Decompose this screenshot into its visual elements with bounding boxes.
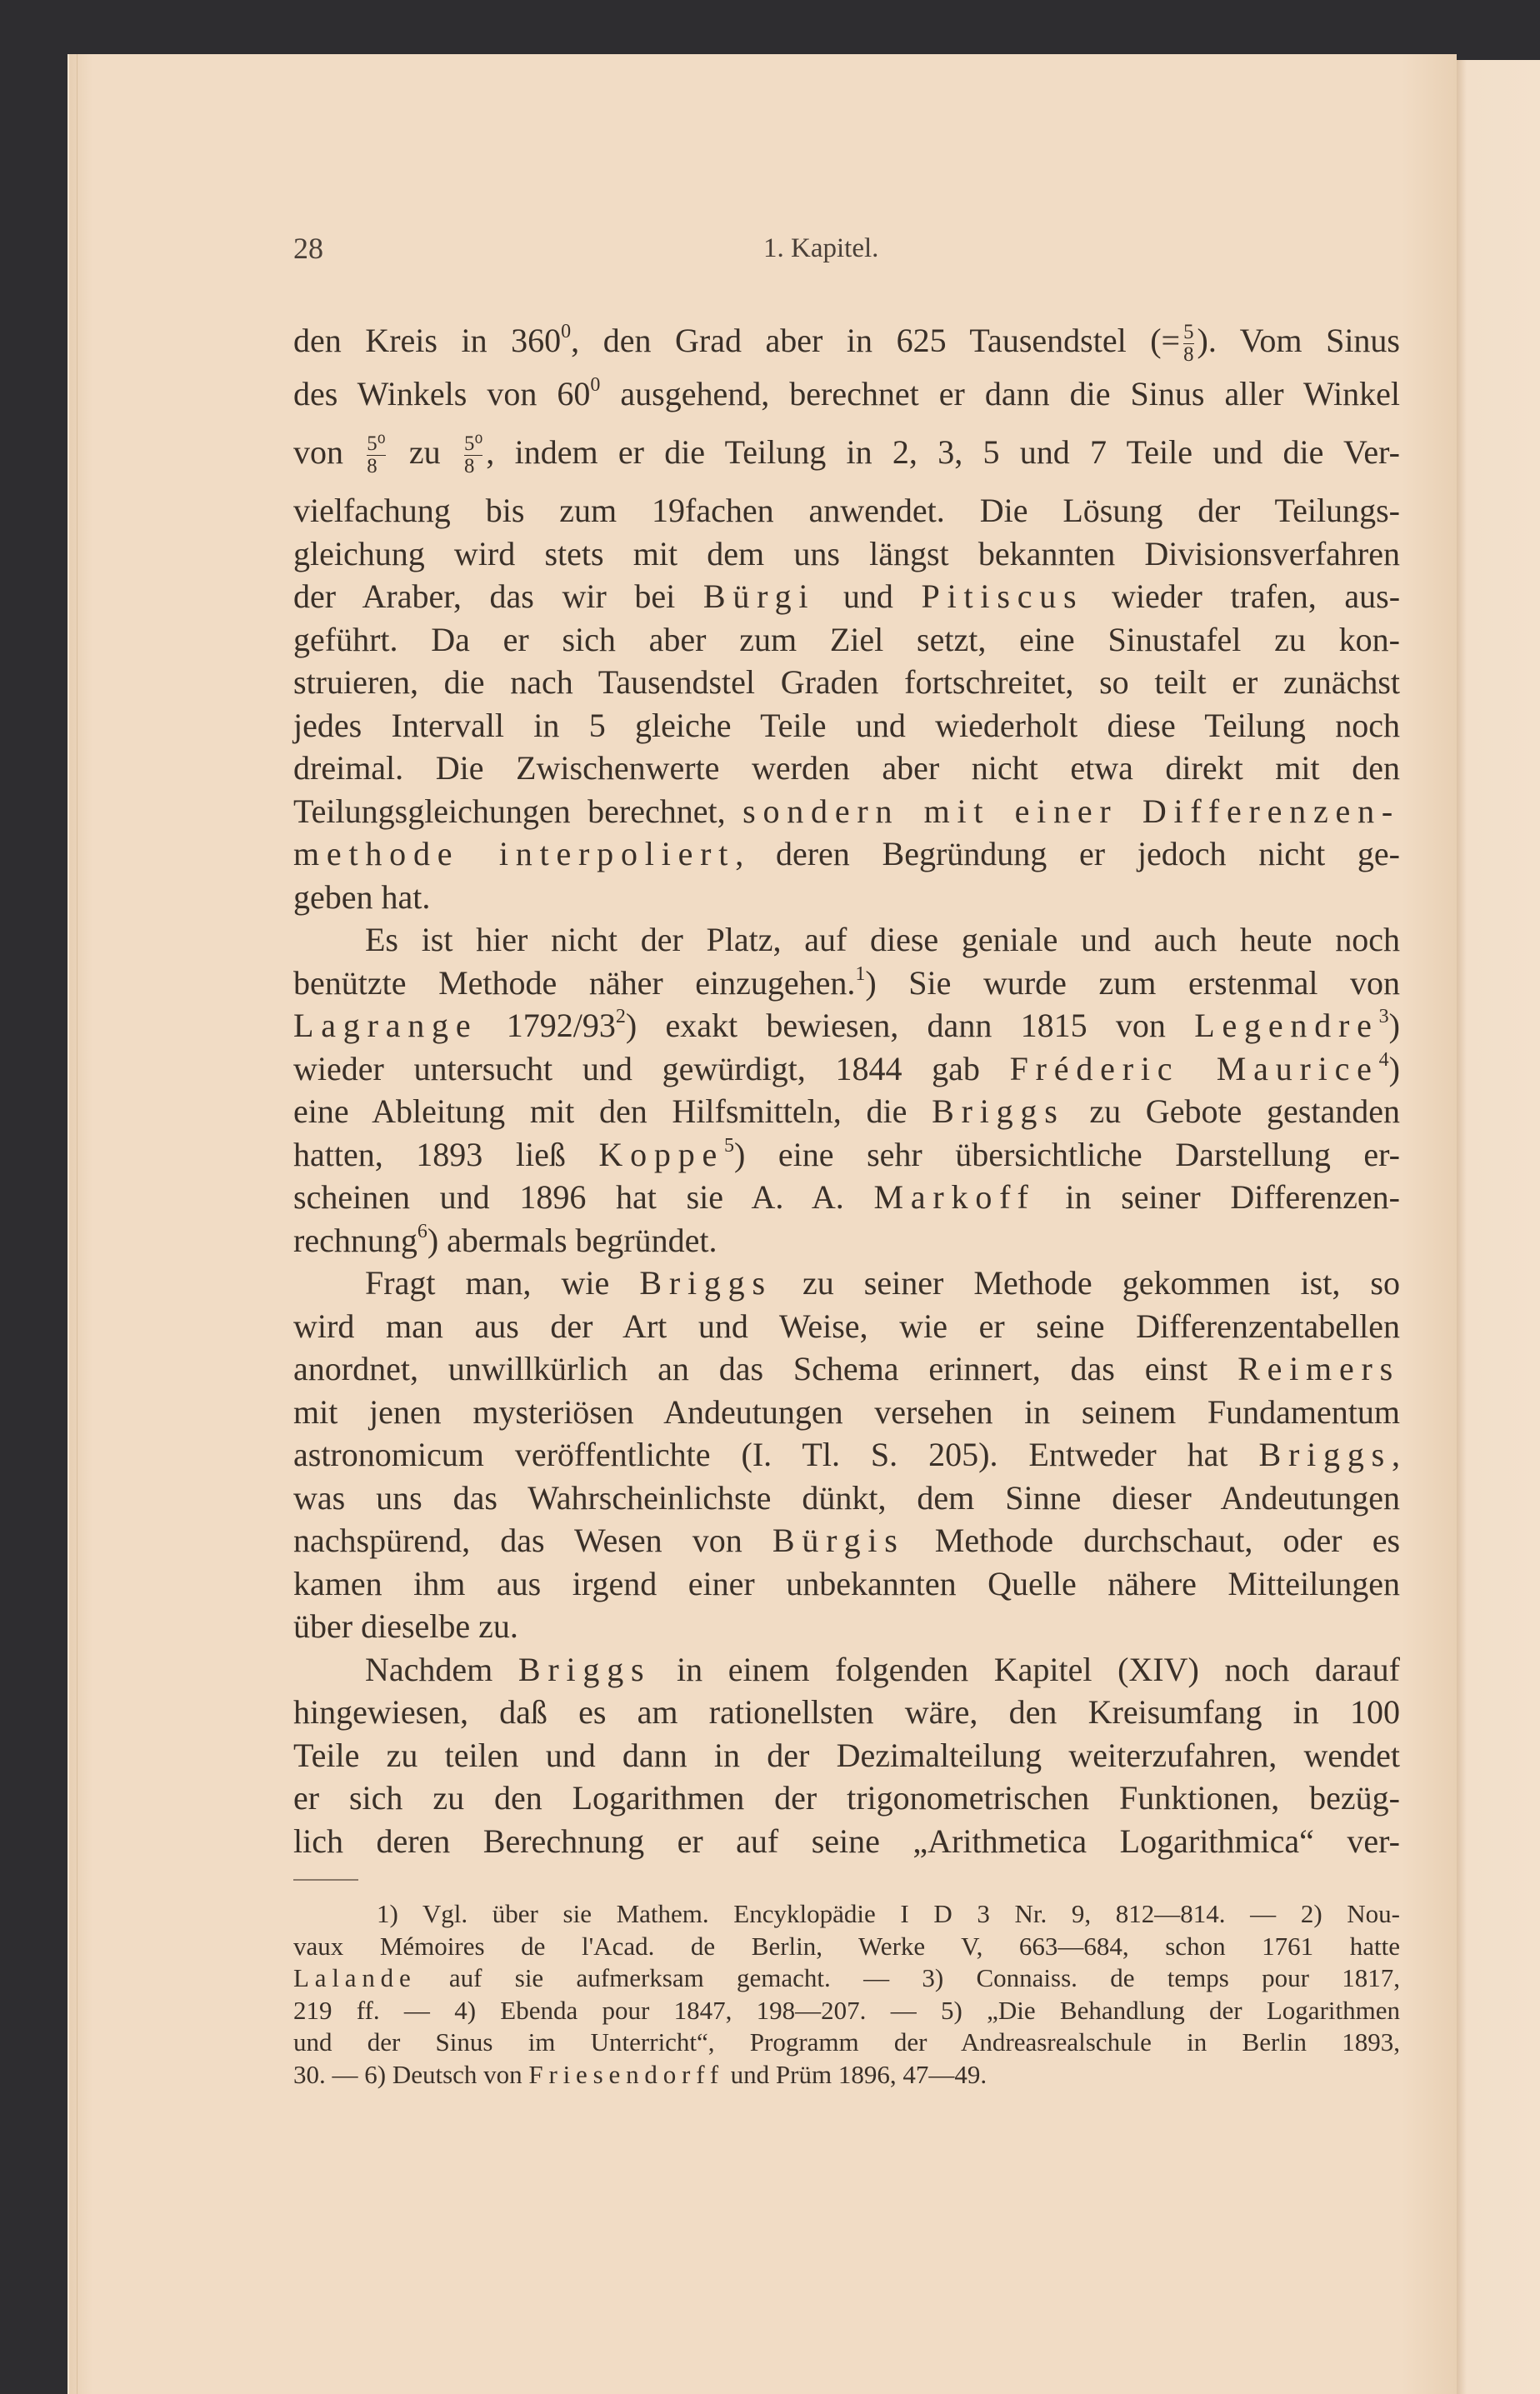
text-run: Methode durchschaut, oder es (904, 1522, 1401, 1559)
text-run: Nachdem (365, 1650, 518, 1688)
text-run: anordnet, unwillkürlich an das Schema erinnert, das einst (293, 1350, 1238, 1387)
superscript: 4 (1378, 1048, 1389, 1071)
text-run: und Prüm 1896, 47—49. (723, 2060, 988, 2089)
text-run: geführt. Da er sich aber zum Ziel setzt, eine Sinustafel zu kon- (293, 620, 1400, 658)
text-run: ) exakt bewiesen, dann 1815 von (625, 1007, 1195, 1044)
text-line (293, 576, 1400, 617)
superscript: 0 (561, 321, 572, 343)
text-run: ) abermals begründet. (427, 1221, 718, 1259)
text-run: vielfachung bis zum 19fachen anwendet. Die Lösung der Teilungs- (293, 492, 1400, 529)
text-run: zu (388, 433, 461, 471)
text-line (293, 877, 1400, 918)
text-run: wieder untersucht und gewürdigt, 1844 gab (293, 1049, 1010, 1087)
text-line (293, 320, 1400, 366)
spaced-name: Fréderic Maurice (1009, 1049, 1379, 1087)
text-run: auf sie aufmerksam gemacht. — 3) Connaiss. de temps pour 1817, (416, 1963, 1400, 1993)
text-run: ) (1388, 1049, 1400, 1087)
text-run: dreimal. Die Zwischenwerte werden aber nicht etwa direkt mit den (293, 749, 1400, 787)
fraction (367, 433, 385, 477)
spaced-name: Bürgi (702, 577, 816, 615)
running-title: 1. Kapitel. (763, 233, 879, 263)
text-run: und (815, 577, 922, 615)
text-line (293, 490, 1400, 532)
text-run: über dieselbe zu. (293, 1607, 518, 1645)
spaced-name: Bürgis (772, 1522, 905, 1559)
text-run: er sich zu den Logarithmen der trigonometrischen Funktionen, bezüg- (293, 1779, 1400, 1817)
text-run: in einem folgenden Kapitel (XIV) noch darauf (651, 1650, 1400, 1688)
denominator: 8 (1183, 343, 1194, 367)
text-run: wird man aus der Art und Weise, wie er seine Differenzentabellen (293, 1307, 1400, 1345)
text-line (293, 1777, 1400, 1819)
numerator: 5 (1183, 321, 1194, 344)
spaced-name: Lalande (293, 1963, 417, 1993)
text-run: nachspürend, das Wesen von (293, 1522, 772, 1559)
text-line (293, 1520, 1400, 1562)
text-line (365, 919, 1400, 961)
text-run: kamen ihm aus irgend einer unbekannten Quelle nähere Mitteilungen (293, 1564, 1400, 1602)
text-line (293, 1606, 1400, 1647)
text-run: , den Grad aber in 625 Tausendstel (= (571, 322, 1181, 359)
text-run: 1792/93 (478, 1007, 616, 1044)
text-run: und der Sinus im Unterricht“, Programm der Andreasrealschule in Berlin 1893, (293, 2027, 1400, 2057)
footnote-line (293, 1995, 1400, 2027)
spaced-name: Briggs (1258, 1436, 1392, 1473)
text-line (293, 619, 1400, 661)
text-run: astronomicum veröffentlichte (I. Tl. S. 205). Entweder hat (293, 1436, 1259, 1473)
text-run: ). Vom Sinus (1197, 322, 1401, 359)
superscript: 2 (615, 1006, 626, 1028)
text-run: zu Gebote gestanden (1064, 1092, 1400, 1130)
spaced-name: Markoff (873, 1178, 1036, 1216)
superscript: 0 (590, 374, 601, 397)
footnote-line (293, 2027, 1400, 2058)
text-run: ) Sie wurde zum erstenmal von (865, 963, 1401, 1002)
text-run: hingewiesen, daß es am rationellsten wäre, den Kreisumfang in 100 (293, 1693, 1400, 1731)
footnote-line (293, 2059, 1400, 2091)
text-line (293, 1477, 1400, 1519)
text-line (293, 662, 1400, 703)
text-line (293, 533, 1400, 575)
text-run: lich deren Berechnung er auf seine „Arithmetica Logarithmica“ ver- (293, 1822, 1400, 1860)
spaced-name: Briggs (639, 1264, 772, 1302)
superscript: 5 (724, 1134, 735, 1157)
spaced-name: Friesendorff (528, 2060, 724, 2089)
text-run: Teile zu teilen und dann in der Dezimalteilung weiterzufahren, wendet (293, 1736, 1400, 1774)
page-edge (68, 54, 78, 2394)
text-line (365, 1262, 1400, 1304)
text-line (293, 1005, 1400, 1047)
text-line (293, 1392, 1400, 1433)
text-line (293, 1735, 1400, 1777)
footnote-line (293, 1962, 1400, 1994)
footnote-divider (293, 1879, 358, 1881)
text-run: gleichung wird stets mit dem uns längst bekannten Divisionsverfahren (293, 534, 1400, 572)
text-line (293, 1348, 1400, 1390)
text-run: rechnung (293, 1221, 418, 1259)
text-run: ausgehend, berechnet er dann die Sinus aller Winkel (600, 375, 1400, 412)
text-run: der Araber, das wir bei (293, 577, 703, 615)
adjacent-page-edge (1457, 60, 1540, 2394)
denominator: 8 (464, 455, 482, 477)
text-run: 30. — 6) Deutsch von (293, 2060, 529, 2089)
spaced-name: Legendre (1194, 1007, 1379, 1044)
spaced-name: Briggs (932, 1092, 1065, 1130)
text-run: mit jenen mysteriösen Andeutungen versehen in seinem Fundamentum (293, 1392, 1400, 1431)
text-line (293, 1134, 1400, 1176)
text-run: , indem er die Teilung in 2, 3, 5 und 7 Teile und die Ver- (486, 433, 1400, 471)
text-run: ) eine sehr übersichtliche Darstellung er- (734, 1135, 1401, 1173)
text-run: was uns das Wahrscheinlichste dünkt, dem Sinne dieser Andeutungen (293, 1478, 1400, 1517)
text-run: jedes Intervall in 5 gleiche Teile und wiederholt diese Teilung noch (293, 706, 1400, 744)
footnote-line (293, 1931, 1400, 1962)
text-line (293, 1177, 1400, 1218)
text-run: geben hat. (293, 877, 431, 916)
text-run: zu seiner Methode gekommen ist, so (772, 1264, 1400, 1302)
text-line (293, 1434, 1400, 1476)
text-run: struieren, die nach Tausendstel Graden fortschreitet, so teilt er zunächst (293, 663, 1400, 701)
text-line (293, 1220, 1400, 1262)
text-line (293, 1692, 1400, 1733)
text-run: 219 ff. — 4) Ebenda pour 1847, 198—207. — 5) „Die Behandlung der Logarithmen (293, 1995, 1400, 2025)
text-run: in seiner Differenzen- (1035, 1178, 1400, 1216)
spaced-name: methode interpoliert (293, 835, 736, 872)
text-line (293, 705, 1400, 747)
text-run: , deren Begründung er jedoch nicht ge- (735, 835, 1400, 872)
superscript: 3 (1378, 1006, 1389, 1028)
superscript: 1 (855, 962, 866, 985)
fraction (464, 433, 482, 477)
text-line (293, 962, 1400, 1004)
denominator: 8 (367, 455, 385, 477)
footnote-line (377, 1898, 1400, 1930)
spaced-name: Reimers (1238, 1350, 1400, 1387)
text-line (293, 833, 1400, 875)
spaced-name: Koppe (598, 1135, 725, 1173)
spaced-name: Pitiscus (921, 577, 1084, 615)
text-line (293, 1091, 1400, 1132)
text-line (293, 1821, 1400, 1862)
spaced-name: Briggs (518, 1650, 652, 1688)
text-run: ) (1388, 1007, 1400, 1044)
text-line (293, 1048, 1400, 1090)
spaced-name: sondern mit einer Differenzen- (742, 792, 1400, 830)
numerator: 5⁰ (367, 432, 386, 456)
text-line (365, 1649, 1400, 1691)
page-number: 28 (293, 232, 323, 265)
text-line (293, 432, 1400, 477)
text-run: Es ist hier nicht der Platz, auf diese geniale und auch heute noch (365, 921, 1400, 958)
text-run: 1) Vgl. über sie Mathem. Encyklopädie I D 3 Nr. 9, 812—814. — 2) Nou- (377, 1899, 1400, 1928)
text-line (293, 1306, 1400, 1347)
text-run: scheinen und 1896 hat sie A. A. (293, 1178, 874, 1216)
text-line (293, 747, 1400, 789)
numerator: 5⁰ (463, 432, 483, 456)
text-line (293, 791, 1400, 832)
spaced-name: Lagrange (293, 1007, 478, 1044)
text-run: benützte Methode näher einzugehen. (293, 963, 856, 1002)
text-run: von (293, 433, 364, 471)
text-run: , (1392, 1436, 1400, 1473)
text-run: Fragt man, wie (365, 1264, 640, 1302)
text-run: hatten, 1893 ließ (293, 1135, 599, 1173)
superscript: 6 (417, 1220, 428, 1242)
text-line (293, 1563, 1400, 1605)
text-run: vaux Mémoires de l'Acad. de Berlin, Werke V, 663—684, schon 1761 hatte (293, 1931, 1400, 1961)
fraction (1183, 322, 1193, 366)
text-run: des Winkels von 60 (293, 375, 591, 412)
text-line (293, 373, 1400, 415)
text-run: Teilungsgleichungen berechnet, (293, 792, 743, 830)
text-run: eine Ableitung mit den Hilfsmitteln, die (293, 1092, 932, 1130)
text-run: wieder trafen, aus- (1083, 577, 1401, 615)
text-run: den Kreis in 360 (293, 322, 562, 359)
